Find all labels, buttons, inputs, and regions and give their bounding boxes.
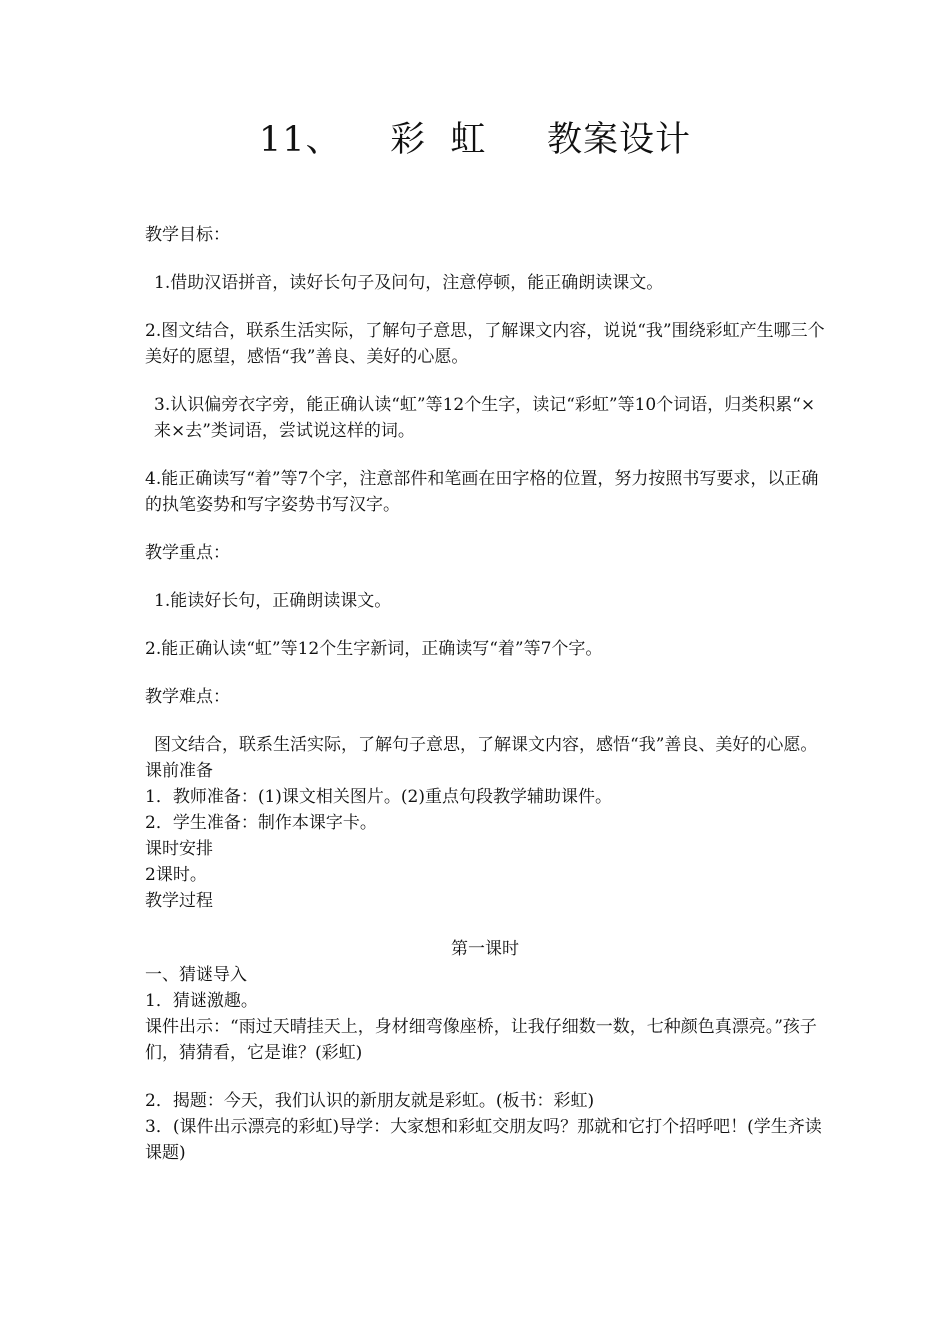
section-heading-guess-riddle: 一、猜谜导入 xyxy=(145,965,247,985)
objective-item-2: 2.图文结合，联系生活实际，了解句子意思，了解课文内容，说说“我”围绕彩虹产生哪三个美好的愿望，感悟“我”善良、美好的心愿。 xyxy=(145,321,825,367)
step-1: 1．猜谜激趣。 xyxy=(145,991,258,1011)
key-point-item-2: 2.能正确认读“虹”等12个生字新词，正确读写“着”等7个字。 xyxy=(145,639,603,659)
preparation-item-2: 2．学生准备：制作本课字卡。 xyxy=(145,813,377,833)
step-1-detail: 课件出示：“雨过天晴挂天上，身材细弯像座桥，让我仔细数一数，七种颜色真漂亮。”孩子们，猜猜看，它是谁？(彩虹) xyxy=(145,1017,817,1063)
lesson-title: 第一课时 xyxy=(451,939,519,959)
step-3: 3．(课件出示漂亮的彩虹)导学：大家想和彩虹交朋友吗？那就和它打个招呼吧！(学生齐读课题) xyxy=(145,1117,822,1163)
objectives-heading: 教学目标： xyxy=(145,225,230,245)
difficulties-heading: 教学难点： xyxy=(145,687,230,707)
document-body xyxy=(145,222,825,1166)
objective-item-4: 4.能正确读写“着”等7个字，注意部件和笔画在田字格的位置，努力按照书写要求，以正确的执笔姿势和写字姿势书写汉字。 xyxy=(145,469,819,515)
key-point-item-1: 1.能读好长句，正确朗读课文。 xyxy=(154,591,392,611)
difficulties-text: 图文结合，联系生活实际，了解句子意思，了解课文内容，感悟“我”善良、美好的心愿。 xyxy=(154,735,818,755)
preparation-heading: 课前准备 xyxy=(145,761,213,781)
schedule-heading: 课时安排 xyxy=(145,839,213,859)
page-title: 11、 彩 虹 教案设计 xyxy=(259,120,691,160)
process-heading: 教学过程 xyxy=(145,891,213,911)
objective-item-3: 3.认识偏旁衣字旁，能正确认读“虹”等12个生字，读记“彩虹”等10个词语，归类积累“×来×去”类词语，尝试说这样的词。 xyxy=(154,395,816,441)
objective-item-1: 1.借助汉语拼音，读好长句子及问句，注意停顿，能正确朗读课文。 xyxy=(154,273,664,293)
preparation-item-1: 1．教师准备：(1)课文相关图片。(2)重点句段教学辅助课件。 xyxy=(145,787,612,807)
step-2: 2．揭题：今天，我们认识的新朋友就是彩虹。(板书：彩虹) xyxy=(145,1091,595,1111)
schedule-text: 2课时。 xyxy=(145,865,207,885)
key-points-heading: 教学重点： xyxy=(145,543,230,563)
